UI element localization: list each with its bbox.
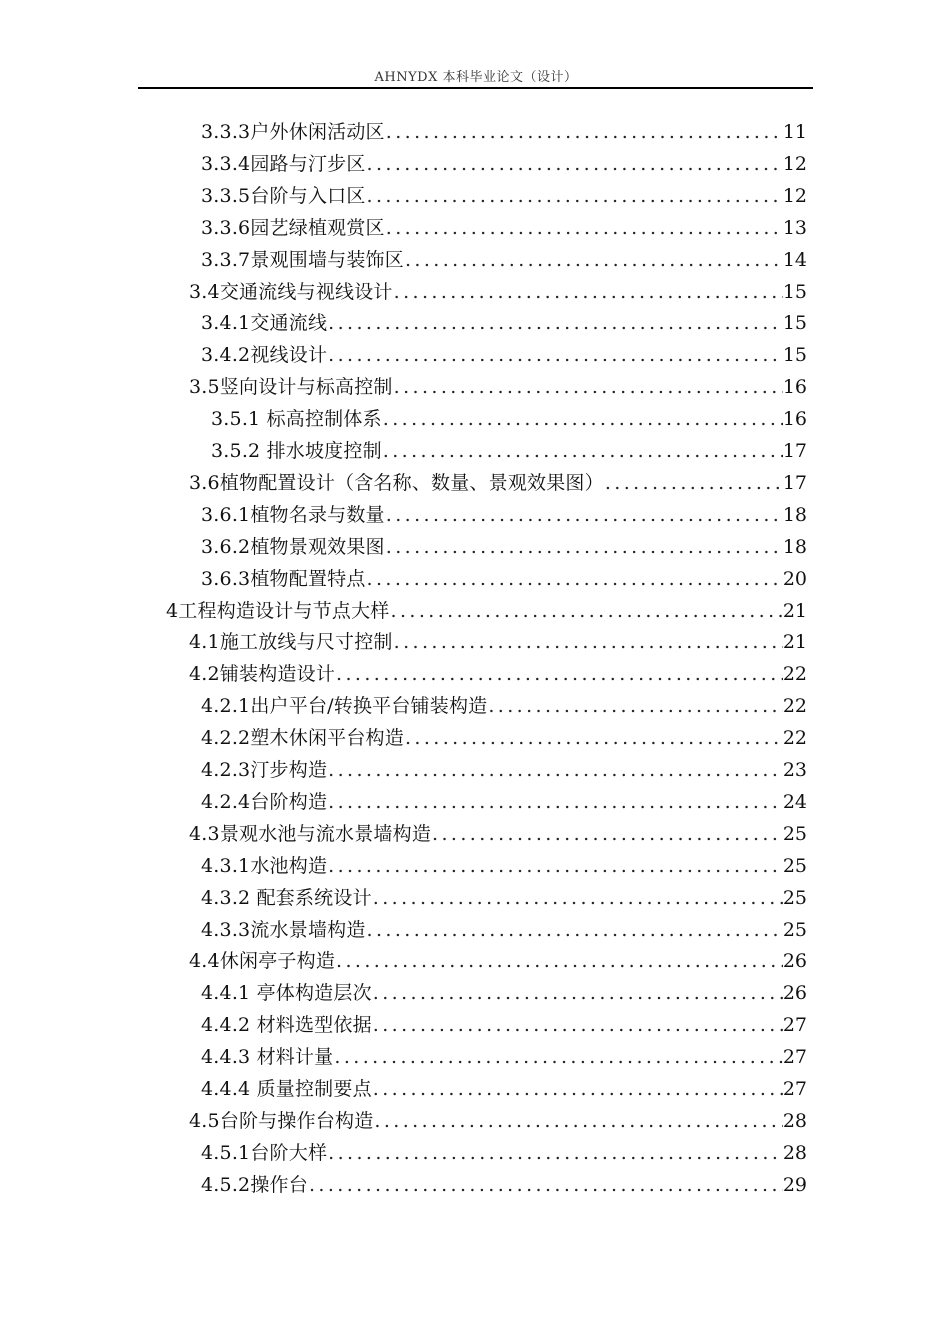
- toc-entry[interactable]: [201, 531, 807, 563]
- toc-entry-page-number: 25: [782, 887, 807, 909]
- toc-entry-label: 4.5.1台阶大样: [201, 1142, 328, 1164]
- toc-entry-label: 4.5台阶与操作台构造: [189, 1110, 374, 1132]
- toc-dot-leader: [393, 626, 783, 658]
- toc-entry-label: 4.3景观水池与流水景墙构造: [189, 823, 432, 845]
- toc-entry[interactable]: [201, 1009, 807, 1041]
- toc-entry-label: 3.3.4园路与汀步区: [201, 153, 366, 175]
- toc-entry-label: 4.4.2 材料选型依据: [201, 1014, 372, 1036]
- toc-entry-page-number: 16: [782, 408, 807, 430]
- toc-entry-label: 3.6.3植物配置特点: [201, 568, 366, 590]
- page-header: AHNYDX 本科毕业论文（设计）: [374, 70, 578, 85]
- toc-entry[interactable]: [201, 1073, 807, 1105]
- toc-entry-label: 4.2.3汀步构造: [201, 759, 328, 781]
- toc-entry[interactable]: [201, 1041, 807, 1073]
- toc-entry[interactable]: [201, 212, 807, 244]
- toc-entry-label: 3.4交通流线与视线设计: [189, 281, 393, 303]
- toc-entry-label: 3.6.2植物景观效果图: [201, 536, 385, 558]
- toc-entry-page-number: 18: [782, 536, 807, 558]
- toc-entry-label: 3.6.1植物名录与数量: [201, 504, 385, 526]
- toc-entry-label: 4.2.1出户平台/转换平台铺装构造: [201, 695, 488, 717]
- toc-entry[interactable]: [201, 307, 807, 339]
- toc-entry-label: 3.3.5台阶与入口区: [201, 185, 366, 207]
- toc-entry[interactable]: [201, 1169, 807, 1201]
- toc-dot-leader: [382, 403, 783, 435]
- toc-entry-page-number: 29: [782, 1174, 807, 1196]
- toc-entry[interactable]: [189, 1105, 807, 1137]
- toc-dot-leader: [327, 850, 783, 882]
- toc-dot-leader: [366, 148, 783, 180]
- toc-entry-page-number: 14: [782, 249, 807, 271]
- toc-entry-label: 4.5.2操作台: [201, 1174, 308, 1196]
- toc-entry[interactable]: [201, 882, 807, 914]
- toc-entry[interactable]: [201, 499, 807, 531]
- toc-entry-page-number: 11: [782, 121, 807, 143]
- toc-entry[interactable]: [201, 977, 807, 1009]
- toc-entry[interactable]: [201, 690, 807, 722]
- toc-dot-leader: [393, 371, 783, 403]
- toc-entry[interactable]: [201, 850, 807, 882]
- toc-entry[interactable]: [201, 563, 807, 595]
- toc-dot-leader: [366, 180, 783, 212]
- toc-dot-leader: [327, 339, 783, 371]
- toc-entry-page-number: 27: [782, 1046, 807, 1068]
- toc-dot-leader: [382, 435, 783, 467]
- toc-entry[interactable]: [201, 244, 807, 276]
- toc-entry-label: 3.3.3户外休闲活动区: [201, 121, 385, 143]
- toc-dot-leader: [372, 1009, 783, 1041]
- toc-entry-page-number: 26: [782, 982, 807, 1004]
- toc-entry[interactable]: [201, 722, 807, 754]
- toc-entry-label: 4.2.4台阶构造: [201, 791, 328, 813]
- toc-entry-page-number: 12: [782, 185, 807, 207]
- toc-entry-page-number: 27: [782, 1014, 807, 1036]
- toc-entry-page-number: 21: [782, 600, 807, 622]
- toc-dot-leader: [366, 914, 783, 946]
- toc-dot-leader: [327, 786, 783, 818]
- toc-entry-page-number: 22: [782, 695, 807, 717]
- toc-entry-label: 4.3.1水池构造: [201, 855, 328, 877]
- toc-entry-page-number: 13: [782, 217, 807, 239]
- toc-dot-leader: [333, 1041, 782, 1073]
- toc-entry-label: 4.4.1 亭体构造层次: [201, 982, 372, 1004]
- toc-dot-leader: [385, 116, 783, 148]
- toc-entry[interactable]: [189, 658, 807, 690]
- toc-entry-label: 3.5.1 标高控制体系: [211, 408, 382, 430]
- toc-entry-page-number: 15: [782, 344, 807, 366]
- toc-dot-leader: [604, 467, 783, 499]
- toc-entry-page-number: 15: [782, 312, 807, 334]
- toc-entry-page-number: 25: [782, 919, 807, 941]
- toc-entry-label: 4.4.3 材料计量: [201, 1046, 334, 1068]
- toc-dot-leader: [372, 882, 783, 914]
- toc-dot-leader: [404, 244, 783, 276]
- toc-entry-page-number: 24: [782, 791, 807, 813]
- toc-entry-page-number: 25: [782, 823, 807, 845]
- toc-entry[interactable]: [211, 403, 807, 435]
- toc-entry-page-number: 21: [782, 631, 807, 653]
- toc-entry-page-number: 22: [782, 663, 807, 685]
- toc-dot-leader: [385, 531, 783, 563]
- toc-entry-label: 4.1施工放线与尺寸控制: [189, 631, 393, 653]
- toc-dot-leader: [373, 1105, 782, 1137]
- toc-entry[interactable]: [189, 945, 807, 977]
- toc-entry[interactable]: [201, 786, 807, 818]
- toc-dot-leader: [487, 690, 782, 722]
- toc-entry-label: 4.4休闲亭子构造: [189, 950, 336, 972]
- toc-dot-leader: [335, 658, 783, 690]
- toc-entry-page-number: 20: [782, 568, 807, 590]
- toc-entry-label: 3.3.6园艺绿植观赏区: [201, 217, 385, 239]
- toc-entry-page-number: 18: [782, 504, 807, 526]
- toc-entry-page-number: 17: [782, 440, 807, 462]
- toc-entry-label: 4.2.2塑木休闲平台构造: [201, 727, 404, 749]
- toc-entry-label: 4.3.2 配套系统设计: [201, 887, 372, 909]
- toc-dot-leader: [327, 307, 783, 339]
- toc-entry-page-number: 23: [782, 759, 807, 781]
- toc-entry[interactable]: [201, 754, 807, 786]
- toc-entry[interactable]: [166, 595, 807, 627]
- toc-entry-page-number: 27: [782, 1078, 807, 1100]
- toc-entry-label: 4工程构造设计与节点大样: [166, 600, 390, 622]
- toc-dot-leader: [327, 1137, 783, 1169]
- toc-entry-label: 3.6植物配置设计（含名称、数量、景观效果图）: [189, 472, 604, 494]
- toc-entry-page-number: 28: [782, 1110, 807, 1132]
- toc-dot-leader: [335, 945, 783, 977]
- toc-entry-page-number: 22: [782, 727, 807, 749]
- toc-entry[interactable]: [189, 818, 807, 850]
- toc-dot-leader: [385, 499, 783, 531]
- toc-entry[interactable]: [189, 467, 807, 499]
- toc-entry-page-number: 26: [782, 950, 807, 972]
- toc-entry-page-number: 12: [782, 153, 807, 175]
- toc-entry[interactable]: [201, 148, 807, 180]
- toc-dot-leader: [372, 1073, 783, 1105]
- toc-dot-leader: [327, 754, 783, 786]
- toc-dot-leader: [385, 212, 783, 244]
- toc-entry-label: 3.3.7景观围墙与装饰区: [201, 249, 404, 271]
- toc-entry-page-number: 25: [782, 855, 807, 877]
- toc-dot-leader: [372, 977, 783, 1009]
- toc-entry[interactable]: [201, 339, 807, 371]
- toc-entry[interactable]: [189, 626, 807, 658]
- toc-entry-label: 3.5.2 排水坡度控制: [211, 440, 382, 462]
- toc-entry[interactable]: [201, 914, 807, 946]
- toc-entry[interactable]: [201, 180, 807, 212]
- toc-dot-leader: [308, 1169, 783, 1201]
- toc-dot-leader: [390, 595, 783, 627]
- toc-dot-leader: [431, 818, 783, 850]
- header-rule: [138, 87, 813, 89]
- toc-entry-label: 3.5竖向设计与标高控制: [189, 376, 393, 398]
- toc-entry[interactable]: [211, 435, 807, 467]
- toc-entry[interactable]: [201, 116, 807, 148]
- toc-entry-label: 3.4.2视线设计: [201, 344, 328, 366]
- toc-entry-page-number: 28: [782, 1142, 807, 1164]
- toc-entry-label: 4.3.3流水景墙构造: [201, 919, 366, 941]
- toc-dot-leader: [393, 276, 783, 308]
- toc-entry-page-number: 16: [782, 376, 807, 398]
- toc-entry[interactable]: [189, 371, 807, 403]
- toc-entry[interactable]: [189, 276, 807, 308]
- toc-entry-page-number: 17: [782, 472, 807, 494]
- toc-dot-leader: [404, 722, 783, 754]
- toc-entry-label: 4.2铺装构造设计: [189, 663, 336, 685]
- toc-entry[interactable]: [201, 1137, 807, 1169]
- toc-entry-label: 3.4.1交通流线: [201, 312, 328, 334]
- toc-entry-label: 4.4.4 质量控制要点: [201, 1078, 372, 1100]
- toc-entry-page-number: 15: [782, 281, 807, 303]
- toc-dot-leader: [366, 563, 783, 595]
